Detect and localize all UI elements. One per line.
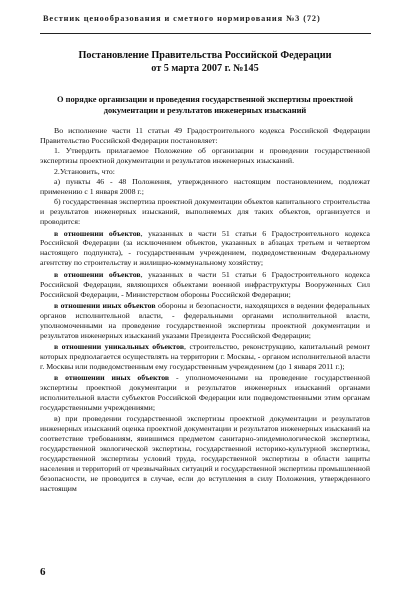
paragraph-9-lead: в отношении уникальных объектов	[54, 342, 185, 352]
paragraph-9	[40, 342, 370, 372]
paragraph-6	[40, 229, 370, 269]
paragraph-4: а) пункты 46 - 48 Положения, утвержденного настоящим постановлением, подлежат применению с 1 января 2008 г.;	[40, 177, 370, 196]
subtitle-line-2: документации и результатов инженерных изысканий	[103, 105, 307, 115]
document-subtitle	[44, 95, 366, 116]
paragraph-10-text: - уполномоченными на проведение государственной экспертизы проектной документации и результатов инженерных изысканий органами исполнительной власти субъектов Российской Федерации или подведомственными этим органам государственными учреждениями;	[40, 373, 371, 412]
paragraph-10-lead: в отношении иных объектов	[54, 373, 170, 383]
paragraph-1: Во исполнение части 11 статьи 49 Градостроительного кодекса Российской Федерации Правительство Российской Федерации постановляет:	[40, 126, 370, 145]
document-title	[44, 50, 366, 75]
subtitle-line-1: О порядке организации и проведения государственной экспертизы проектной	[57, 95, 353, 104]
paragraph-10	[40, 373, 370, 413]
page-number: 6	[40, 566, 46, 578]
paragraph-5: б) государственная экспертиза проектной документации объектов капитального строительства и результатов инженерных изысканий, выполняемых для таких объектов, организуется и проводится:	[40, 197, 370, 227]
document-body	[40, 126, 370, 494]
paragraph-7	[40, 270, 370, 300]
title-line-1: Постановление Правительства Российской Федерации	[78, 50, 332, 61]
paragraph-8-text: обороны и безопасности, находящихся в ведении федеральных органов исполнительной власти, - федеральными органами исполнительной власти, уполномоченными на проведение государственной экспертизы проектной документации и результатов инженерных изысканий указами Президента Российской Федерации;	[40, 300, 370, 340]
paragraph-6-lead: в отношении объектов	[54, 228, 141, 238]
paragraph-8-lead: в отношении иных объектов	[54, 300, 156, 310]
paragraph-3: 2.Установить, что:	[54, 166, 115, 176]
paragraph-7-lead: в отношении объектов	[54, 269, 141, 279]
paragraph-9-text: , строительство, реконструкцию, капитальный ремонт которых предполагается осуществлять на территории г. Москвы, - органом исполнительной власти г. Москвы или подведомственным ему государственным учреждением (до 1 января 2011 г.);	[40, 342, 370, 371]
paragraph-2: 1. Утвердить прилагаемое Положение об организации и проведении государственной экспертизы проектной документации и результатов инженерных изысканий.	[40, 146, 370, 166]
paragraph-6-text: , указанных в части 51 статьи 6 Градостроительного кодекса Российской Федерации (за исключением объектов, указанных в абзацах третьем и четвертом настоящего подпункта), - государственным учреждением, подведомственным Федеральному агентству по строительству и жилищно-коммунальному хозяйству;	[40, 228, 370, 268]
paragraph-7-text: , указанных в части 51 статьи 6 Градостроительного кодекса Российской Федерации, являющихся объектами военной инфраструктуры Вооруженных Сил Российской Федерации, - Министерством обороны Российской Федерации;	[40, 269, 370, 299]
paragraph-8	[40, 301, 370, 341]
paragraph-11: в) при проведении государственной экспертизы проектной документации и результатов инженерных изысканий оценка проектной документации и результатов инженерных изысканий на соответствие требованиям, явившимся предметом санитарно-эпидемиологической экспертизы, государственной экологической экспертизы, государственной историко-культурной экспертизы, государственной экспертизы условий труда, государственной экспертизы в области защиты населения и территорий от чрезвычайных ситуаций и государственной экспертизы промышленной безопасности, не проводится в случае, если до вступления в силу Положения, утвержденного настоящим	[40, 414, 370, 493]
running-header: Вестник ценообразования и сметного нормирования №3 (72)	[43, 14, 321, 23]
header-rule	[40, 33, 371, 34]
title-line-2: от 5 марта 2007 г. №145	[151, 62, 259, 74]
